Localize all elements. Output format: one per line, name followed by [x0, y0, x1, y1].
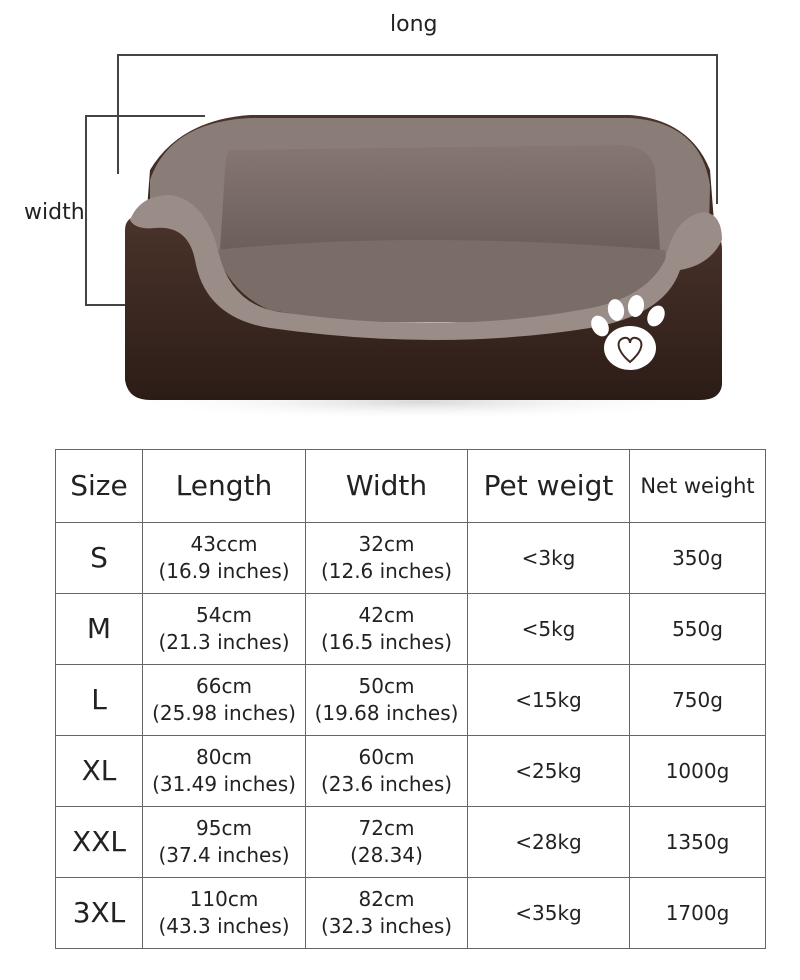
- length-cm: 110cm: [189, 887, 259, 911]
- size-cell: 3XL: [56, 878, 143, 949]
- width-cell: [306, 523, 468, 594]
- length-cm: 95cm: [196, 816, 252, 840]
- long-guide-top: [117, 54, 718, 56]
- length-inches: (16.9 inches): [158, 559, 290, 583]
- net-weight-cell: 550g: [630, 594, 766, 665]
- header-width: Width: [306, 450, 468, 523]
- table-row: [56, 523, 766, 594]
- size-cell: S: [56, 523, 143, 594]
- size-chart-table: [55, 449, 766, 949]
- pet-weight-cell: <5kg: [468, 594, 630, 665]
- size-cell: L: [56, 665, 143, 736]
- width-cell: [306, 665, 468, 736]
- length-cell: [143, 523, 306, 594]
- width-guide-left: [85, 115, 87, 305]
- length-cm: 80cm: [196, 745, 252, 769]
- pet-bed-image: [110, 100, 730, 430]
- table-row: [56, 665, 766, 736]
- table-row: [56, 807, 766, 878]
- pet-weight-cell: <35kg: [468, 878, 630, 949]
- pet-weight-cell: <25kg: [468, 736, 630, 807]
- width-inches: (28.34): [350, 843, 423, 867]
- width-cm: 42cm: [358, 603, 415, 627]
- width-cm: 50cm: [358, 674, 415, 698]
- length-inches: (43.3 inches): [158, 914, 290, 938]
- width-inches: (12.6 inches): [320, 559, 453, 583]
- length-cell: [143, 807, 306, 878]
- width-cell: [306, 878, 468, 949]
- table-row: [56, 594, 766, 665]
- length-inches: (37.4 inches): [158, 843, 290, 867]
- net-weight-cell: 1350g: [630, 807, 766, 878]
- pet-weight-cell: <15kg: [468, 665, 630, 736]
- width-cm: 60cm: [358, 745, 415, 769]
- width-cell: [306, 807, 468, 878]
- size-cell: M: [56, 594, 143, 665]
- header-net-weight: Net weight: [630, 450, 766, 523]
- width-inches: (32.3 inches): [320, 914, 453, 938]
- net-weight-cell: 750g: [630, 665, 766, 736]
- width-cm: 82cm: [358, 887, 415, 911]
- net-weight-cell: 1000g: [630, 736, 766, 807]
- length-cm: 66cm: [196, 674, 252, 698]
- pet-weight-cell: <28kg: [468, 807, 630, 878]
- width-cm: 72cm: [358, 816, 415, 840]
- length-cell: [143, 665, 306, 736]
- header-pet-weight: Pet weigt: [468, 450, 630, 523]
- width-inches: (23.6 inches): [320, 772, 453, 796]
- length-inches: (31.49 inches): [152, 772, 296, 796]
- table-row: [56, 878, 766, 949]
- width-cell: [306, 594, 468, 665]
- length-cell: [143, 594, 306, 665]
- size-cell: XL: [56, 736, 143, 807]
- length-cm: 54cm: [196, 603, 252, 627]
- length-cm: 43ccm: [190, 532, 258, 556]
- length-cell: [143, 878, 306, 949]
- length-inches: (25.98 inches): [152, 701, 296, 725]
- width-inches: (16.5 inches): [320, 630, 453, 654]
- net-weight-cell: 1700g: [630, 878, 766, 949]
- pet-weight-cell: <3kg: [468, 523, 630, 594]
- length-inches: (21.3 inches): [158, 630, 290, 654]
- width-inches: (19.68 inches): [314, 701, 459, 725]
- long-dimension-label: long: [390, 12, 438, 37]
- size-cell: XXL: [56, 807, 143, 878]
- table-header-row: [56, 450, 766, 523]
- header-length: Length: [143, 450, 306, 523]
- bed-inner-wall: [220, 145, 660, 250]
- width-dimension-label: width: [24, 200, 85, 225]
- net-weight-cell: 350g: [630, 523, 766, 594]
- width-cm: 32cm: [358, 532, 415, 556]
- width-cell: [306, 736, 468, 807]
- table-row: [56, 736, 766, 807]
- header-size: Size: [56, 450, 143, 523]
- length-cell: [143, 736, 306, 807]
